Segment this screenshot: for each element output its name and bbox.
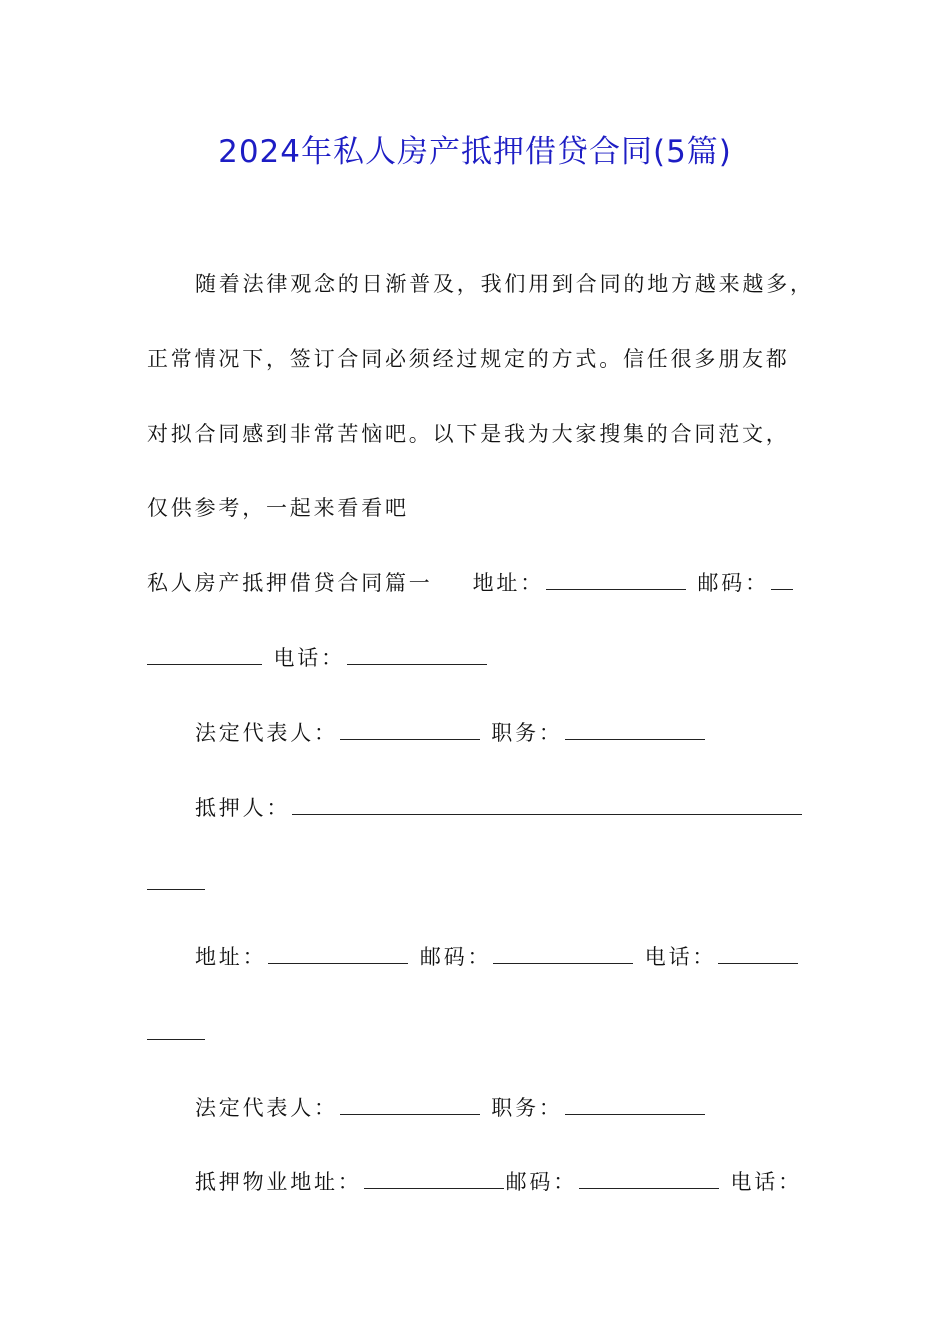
intro-line-1: 随着法律观念的日渐普及，我们用到合同的地方越来越多，	[195, 272, 814, 296]
party-a-phone-row	[147, 642, 812, 674]
mortgagor-label: 抵押人：	[195, 796, 291, 820]
mortgagor-blank-cont-row	[147, 867, 812, 899]
intro-line-4: 仅供参考，一起来看看吧	[147, 496, 409, 520]
mortgagor-address-row	[195, 941, 812, 973]
mortgagor-legal-rep-row	[195, 1092, 812, 1124]
section-heading: 私人房产抵押借贷合同篇一	[147, 571, 433, 595]
address2-label: 地址：	[195, 945, 267, 969]
position2-blank[interactable]	[565, 1113, 705, 1115]
position-blank[interactable]	[565, 738, 705, 740]
party-a-legal-rep-row	[195, 717, 812, 749]
property-address-label: 抵押物业地址：	[195, 1170, 362, 1194]
legal-rep2-label: 法定代表人：	[195, 1096, 338, 1120]
phone-label: 电话：	[273, 646, 345, 670]
postcode-label: 邮码：	[697, 571, 769, 595]
phone2-blank-cont[interactable]	[147, 1038, 205, 1040]
postcode2-blank[interactable]	[493, 962, 633, 964]
address-label: 地址：	[472, 571, 545, 595]
mortgagor-row	[195, 792, 812, 824]
party-a-address-row	[147, 567, 812, 599]
intro-line-2: 正常情况下，签订合同必须经过规定的方式。信任很多朋友都	[147, 347, 790, 371]
address2-blank[interactable]	[268, 962, 408, 964]
phone2-blank[interactable]	[718, 962, 798, 964]
phone2-blank-cont-row	[147, 1017, 812, 1049]
mortgagor-blank[interactable]	[292, 813, 802, 815]
property-address-blank[interactable]	[364, 1187, 504, 1189]
position2-label: 职务：	[491, 1096, 563, 1120]
postcode3-blank[interactable]	[579, 1187, 719, 1189]
intro-line-3: 对拟合同感到非常苦恼吧。以下是我为大家搜集的合同范文，	[147, 422, 790, 446]
mortgagor-blank-cont[interactable]	[147, 888, 205, 890]
phone3-label: 电话：	[730, 1170, 802, 1194]
legal-rep-blank[interactable]	[340, 738, 480, 740]
address-blank[interactable]	[546, 588, 686, 590]
document-title: 2024年私人房产抵押借贷合同(5篇)	[218, 134, 732, 170]
property-address-row	[195, 1166, 812, 1198]
postcode3-label: 邮码：	[505, 1170, 578, 1194]
postcode-blank[interactable]	[771, 588, 793, 590]
phone2-label: 电话：	[644, 945, 717, 969]
legal-rep2-blank[interactable]	[340, 1113, 480, 1115]
legal-rep-label: 法定代表人：	[195, 721, 338, 745]
postcode2-label: 邮码：	[419, 945, 492, 969]
phone-blank[interactable]	[347, 663, 487, 665]
position-label: 职务：	[491, 721, 563, 745]
postcode-blank-cont[interactable]	[147, 663, 262, 665]
